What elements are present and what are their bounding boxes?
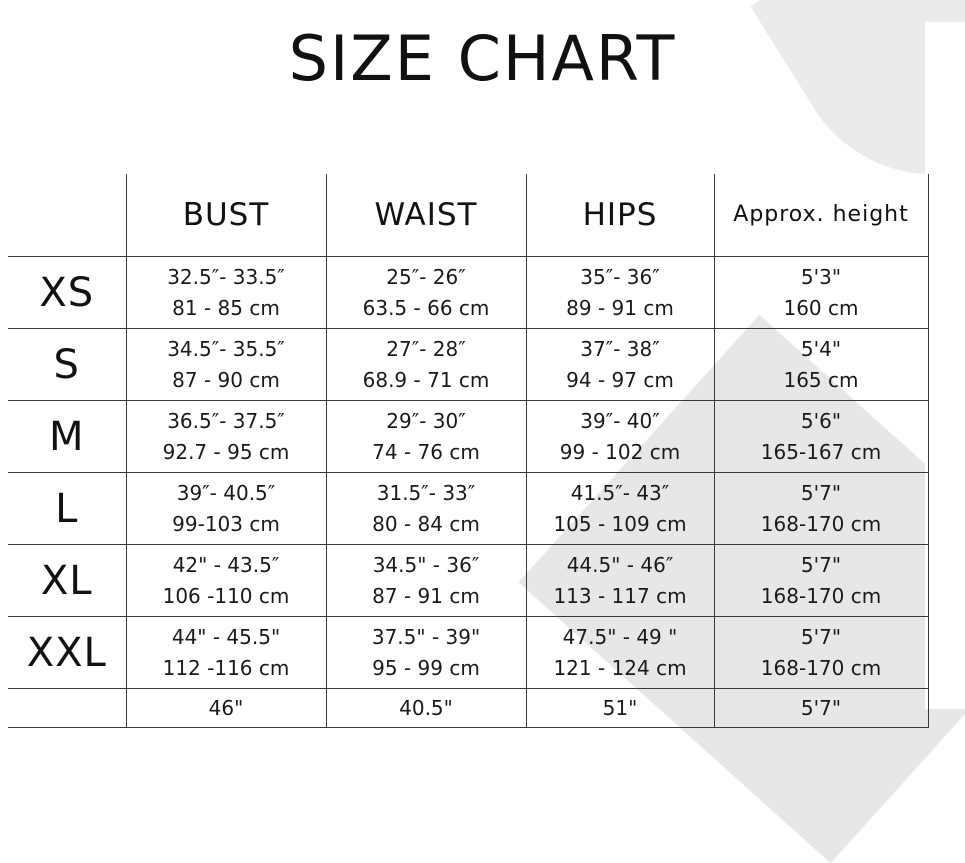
cell-hips-cm: 105 - 109 cm — [553, 511, 687, 536]
cell-height — [714, 545, 928, 617]
table-row — [8, 329, 928, 401]
cell-bust-inches: 32.5″- 33.5″ — [167, 264, 285, 289]
row-size-label: XS — [8, 257, 126, 329]
cell-bust — [126, 689, 326, 728]
column-header-waist: WAIST — [326, 174, 526, 257]
cell-waist-cm: 80 - 84 cm — [372, 511, 480, 536]
cell-waist — [326, 329, 526, 401]
cell-waist — [326, 257, 526, 329]
table-header-row — [8, 174, 928, 257]
cell-waist — [326, 545, 526, 617]
table-row — [8, 473, 928, 545]
cell-bust-cm: 112 -116 cm — [162, 655, 290, 680]
cell-height-feet: 5'3" — [800, 264, 842, 289]
cell-height — [714, 401, 928, 473]
cell-hips-cm: 94 - 97 cm — [566, 367, 674, 392]
column-header-approx-height-line2: height — [832, 202, 909, 228]
cell-height-feet: 5'6" — [800, 408, 842, 433]
page-title: SIZE CHART — [288, 22, 677, 95]
cell-height-cm: 168-170 cm — [760, 583, 882, 608]
cell-hips-inches: 39″- 40″ — [580, 408, 660, 433]
size-chart-table-container — [8, 174, 928, 728]
cell-height — [714, 473, 928, 545]
cell-height-cm: 160 cm — [783, 295, 859, 320]
cell-height-feet: 5'4" — [800, 336, 842, 361]
cell-hips — [526, 545, 714, 617]
cell-hips — [526, 617, 714, 689]
cell-height-cm: 168-170 cm — [760, 511, 882, 536]
cell-bust — [126, 257, 326, 329]
cell-bust-inches: 42" - 43.5″ — [172, 552, 280, 577]
cell-waist — [326, 617, 526, 689]
cell-bust-cm: 92.7 - 95 cm — [162, 439, 290, 464]
table-row — [8, 257, 928, 329]
cell-waist-cm: 74 - 76 cm — [372, 439, 480, 464]
cell-bust — [126, 329, 326, 401]
cell-waist-cm: 95 - 99 cm — [372, 655, 480, 680]
cell-height — [714, 257, 928, 329]
column-header-bust: BUST — [126, 174, 326, 257]
size-chart-table — [8, 174, 929, 728]
cell-hips-cm: 121 - 124 cm — [553, 655, 687, 680]
row-size-label: S — [8, 329, 126, 401]
cell-height-feet: 5'7" — [800, 552, 842, 577]
cell-bust — [126, 617, 326, 689]
cell-bust-cm: 81 - 85 cm — [172, 295, 280, 320]
cell-height-feet: 5'7" — [800, 624, 842, 649]
cell-height-cm: 165-167 cm — [760, 439, 882, 464]
cell-height-feet: 5'7" — [800, 480, 842, 505]
cell-hips — [526, 401, 714, 473]
cell-bust — [126, 473, 326, 545]
cell-hips-inches: 51" — [602, 695, 638, 720]
cell-bust-cm: 87 - 90 cm — [172, 367, 280, 392]
cell-bust — [126, 545, 326, 617]
cell-waist-inches: 27″- 28″ — [386, 336, 466, 361]
cell-bust — [126, 401, 326, 473]
cell-waist-inches: 37.5" - 39" — [371, 624, 481, 649]
row-size-label — [8, 689, 126, 728]
cell-waist-inches: 34.5" - 36″ — [372, 552, 480, 577]
cell-hips — [526, 329, 714, 401]
cell-hips-inches: 44.5" - 46″ — [566, 552, 674, 577]
size-chart-page — [0, 22, 965, 720]
cell-waist — [326, 401, 526, 473]
cell-bust-inches: 36.5″- 37.5″ — [167, 408, 285, 433]
column-header-hips: HIPS — [526, 174, 714, 257]
cell-bust-inches: 44" - 45.5" — [171, 624, 281, 649]
table-row — [8, 689, 928, 728]
cell-hips — [526, 689, 714, 728]
row-size-label: L — [8, 473, 126, 545]
cell-hips-inches: 37″- 38″ — [580, 336, 660, 361]
cell-bust-inches: 39″- 40.5″ — [176, 480, 276, 505]
cell-hips — [526, 257, 714, 329]
cell-bust-inches: 46" — [208, 695, 244, 720]
cell-waist-inches: 25″- 26″ — [386, 264, 466, 289]
table-row — [8, 545, 928, 617]
cell-waist-cm: 68.9 - 71 cm — [362, 367, 490, 392]
table-row — [8, 617, 928, 689]
cell-height — [714, 329, 928, 401]
cell-hips — [526, 473, 714, 545]
cell-height — [714, 689, 928, 728]
cell-hips-cm: 113 - 117 cm — [553, 583, 687, 608]
cell-height — [714, 617, 928, 689]
cell-waist — [326, 473, 526, 545]
cell-waist-inches: 31.5″- 33″ — [376, 480, 476, 505]
column-header-approx-height — [714, 174, 928, 257]
cell-hips-inches: 41.5″- 43″ — [570, 480, 670, 505]
cell-height-cm: 165 cm — [783, 367, 859, 392]
table-row — [8, 401, 928, 473]
cell-bust-cm: 106 -110 cm — [162, 583, 290, 608]
cell-hips-inches: 35″- 36″ — [580, 264, 660, 289]
cell-hips-cm: 99 - 102 cm — [559, 439, 681, 464]
cell-hips-cm: 89 - 91 cm — [566, 295, 674, 320]
column-header-size — [8, 174, 126, 257]
cell-bust-cm: 99-103 cm — [172, 511, 280, 536]
cell-waist-cm: 87 - 91 cm — [372, 583, 480, 608]
cell-waist-inches: 40.5" — [399, 695, 453, 720]
cell-bust-inches: 34.5″- 35.5″ — [167, 336, 285, 361]
row-size-label: XL — [8, 545, 126, 617]
cell-height-feet: 5'7" — [800, 695, 842, 720]
row-size-label: XXL — [8, 617, 126, 689]
row-size-label: M — [8, 401, 126, 473]
cell-waist-inches: 29″- 30″ — [386, 408, 466, 433]
cell-waist — [326, 689, 526, 728]
cell-waist-cm: 63.5 - 66 cm — [362, 295, 490, 320]
column-header-approx-height-line1: Approx. — [733, 202, 825, 228]
cell-height-cm: 168-170 cm — [760, 655, 882, 680]
cell-hips-inches: 47.5" - 49 " — [562, 624, 678, 649]
